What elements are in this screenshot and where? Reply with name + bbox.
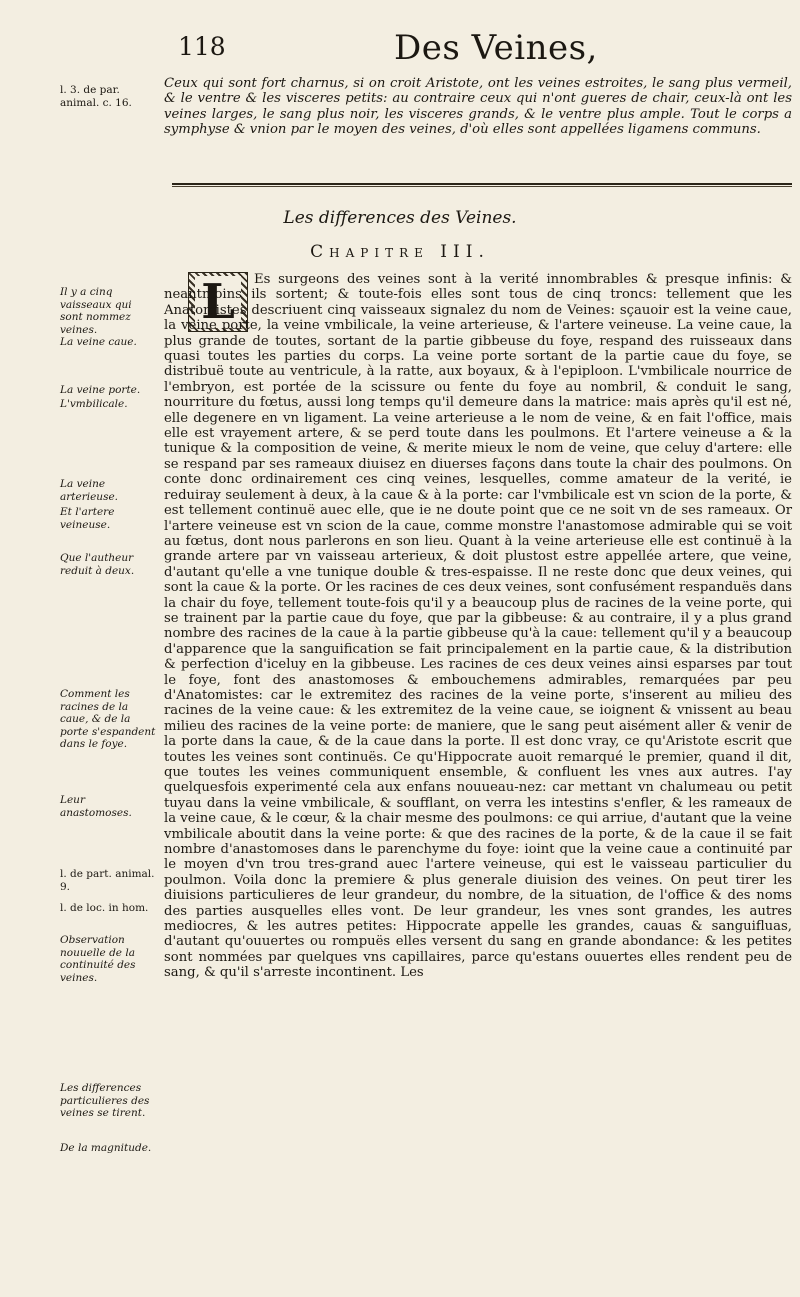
running-title: Des Veines, <box>394 28 598 68</box>
margin-note: Leur anastomoses. <box>60 794 132 819</box>
margin-note: Observation nouuelle de la continuité des veines. <box>60 934 136 984</box>
section-rule <box>172 183 792 185</box>
margin-note: Que l'autheur reduit à deux. <box>60 552 135 577</box>
opening-paragraph: Ceux qui sont fort charnus, si on croit Aristote, ont les veines estroites, le sang plus vermeil, & le ventre & les visceres petits: au contraire ceux qui n'ont gueres de chair, ceux-là ont les veines larges, le sang plus noir, les visceres grands, & le ventre plus ample. Tout le corps a symphyse & vnion par le moyen des veines, d'où elles sont appellées ligamens communs. <box>164 76 792 138</box>
chapter-body-text: Es surgeons des veines sont à la verité innombrables & presque infinis: & neantmoins ils sortent; & toute-fois elles sont tous de cinq troncs: tellement que les Anatomistes descriuent cinq vaisseaux signalez du nom de Veines: sçauoir est la veine caue, la veine porte, la veine vmbilicale, la veine arterieuse, & l'artere veineuse. La veine caue, la plus grande de toutes, sortant de la partie gibbeuse du foye, respand des ruisseaux dans quasi toutes les parties du corps. La veine porte sortant de la partie caue du foye, se distribuë toute au ventricule, à la ratte, aux boyaux, & à l'epiploon. L'vmbilicale nourrice de l'embryon, est portée de la scissure ou fente du foye au nombril, & conduit le sang, nourriture du fœtus, aussi long temps qu'il demeure dans la matrice: mais après qu'il est né, elle degenere en vn ligament. La veine arterieuse a le nom de veine, & en fait l'office, mais elle est vrayement artere, & se perd toute dans les poulmons. Et l'artere veineuse a & la tunique & la composition de veine, & merite mieux le nom de veine, que celuy d'artere: elle se respand par ses rameaux diuisez en diuerses façons dans toute la chair des poulmons. On conte donc ordinairement ces cinq veines, lesquelles, comme amateur de la verité, ie reduiray seulement à deux, à la caue & à la porte: car l'vmbilicale est vn scion de la porte, & est tellement continuë auec elle, que ie ne doute point que ce ne soit vn de ses rameaux. Or l'artere veineuse est vn scion de la caue, comme monstre l'anastomose admirable qui se voit au fœtus, dont nous parlerons en son lieu. Quant à la veine arterieuse elle est continuë à la grande artere par vn vaisseau arterieux, & doit plustost estre appellée artere, que veine, d'autant qu'elle a vne tunique double & tres-espaisse. Il ne reste donc que deux veines, qui sont la caue & la porte. Or les racines de ces deux veines, sont confusément respanduës dans la chair du foye, tellement toute-fois qu'il y a beaucoup plus de racines de la veine porte, qui se trainent par la partie caue du foye, que par la gibbeuse: & au contraire, il y a plus grand nombre des racines de la caue à la partie gibbeuse qu'à la caue: tellement qu'il y a beaucoup d'apparence que la sanguification se fait principalement en la partie caue, & la distribution & perfection d'iceluy en la gibbeuse. Les racines de ces deux veines ainsi esparses par tout le foye, font des anastomoses & embouchemens admirables, remarquées par peu d'Anatomistes: car le extremitez des racines de la veine porte, s'inserent au milieu des racines de la veine caue: & les extremitez de la veine caue, se ioignent & vnissent au beau milieu des racines de la veine porte: de maniere, que le sang peut aisément aller & venir de la porte dans la caue, & de la caue dans la porte. Il est donc vray, ce qu'Aristote escrit que toutes les veines sont continuës. Ce qu'Hippocrate auoit remarqué le premier, quand il dit, que toutes les veines communiquent ensemble, & confluent les vnes aux autres. I'ay quelquesfois experimenté cela aux enfans nouueau-nez: car mettant vn chalumeau ou petit tuyau dans la veine vmbilicale, & soufflant, on verra les intestins s'enfler, & les rameaux de la veine caue, & le cœur, & la chair mesme des poulmons: ce qui arriue, d'autant que la veine vmbilicale aboutit dans la veine porte: & que des racines de la porte, & de la caue il se fait nombre d'anastomoses dans le parenchyme du foye: ioint que la veine caue a continuité par le moyen d'vn trou tres-grand auec l'artere veineuse, qui est le vaisseau particulier du poulmon. Voila donc la premiere & plus generale diuision des veines. On peut tirer les diuisions particulieres de leur grandeur, du nombre, de la situation, de l'office & des noms des parties ausquelles elles vont. De leur grandeur, les vnes sont grandes, les autres mediocres, & les autres petites: Hippocrate appelle les grandes, cauas & sanguifluas, d'autant qu'ouuertes ou rompuës elles versent du sang en grande abondance: & les petites sont nommées par quelques vns capillaires, parce qu'estans ouuertes elles rendent peu de sang, & qu'il s'arreste incontinent. Les <box>164 272 792 981</box>
margin-note: L'vmbilicale. <box>60 398 128 410</box>
running-head <box>172 28 760 72</box>
margin-note: De la magnitude. <box>60 1142 152 1154</box>
page-number: 118 <box>178 32 226 61</box>
margin-note: Les differences particulieres des veines se tirent. <box>60 1082 150 1119</box>
margin-reference: l. de loc. in hom. <box>60 902 149 914</box>
dropcap-letter: L <box>195 276 241 328</box>
section-title: Les differences des Veines. <box>283 208 517 228</box>
margin-note: La veine arterieuse. <box>60 478 119 503</box>
margin-reference: l. de part. animal. 9. <box>60 868 155 893</box>
section-rule-thin <box>172 186 792 187</box>
margin-note: Comment les racines de la caue, & de la porte s'espandent dans le foye. <box>60 688 156 750</box>
chapter-heading: Chapitre III. <box>310 242 490 262</box>
margin-note: La veine caue. <box>60 336 137 348</box>
margin-note: Et l'artere veineuse. <box>60 506 115 531</box>
margin-note: Il y a cinq vaisseaux qui sont nommez veines. <box>60 286 132 336</box>
margin-note: La veine porte. <box>60 384 141 396</box>
margin-reference-top: l. 3. de par. animal. c. 16. <box>60 84 132 109</box>
